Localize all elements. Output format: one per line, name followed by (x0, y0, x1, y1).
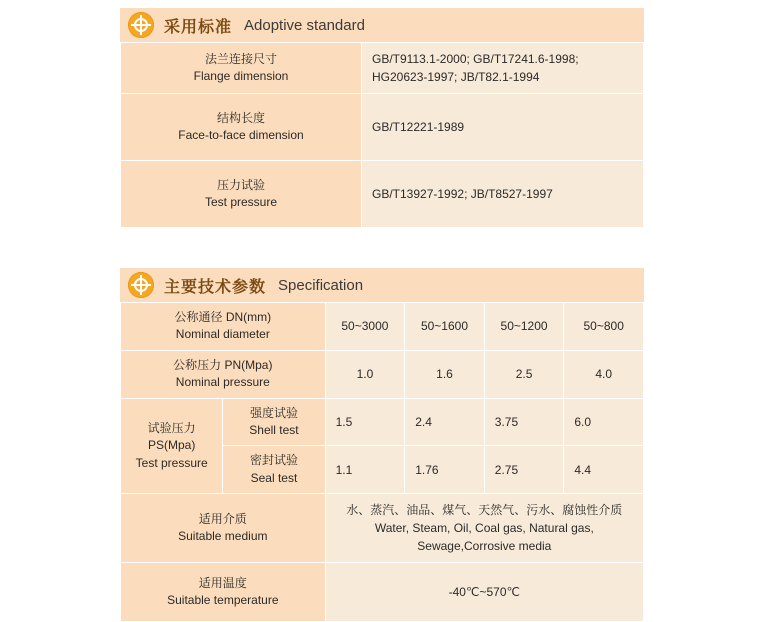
table-specification (120, 302, 644, 622)
label-cn: 试验压力 (147, 420, 196, 435)
target-crosshair-icon (128, 272, 154, 298)
value-line: Water, Steam, Oil, Coal gas, Natural gas, (374, 521, 594, 536)
cell-nominal-diameter: 50~3000 (325, 303, 405, 351)
label-en: Shell test (249, 422, 299, 437)
row-label-nominal-diameter (121, 303, 326, 351)
section-title-en: Specification (278, 276, 364, 294)
value-line: GB/T9113.1-2000; GB/T17241.6-1998; (372, 52, 579, 66)
table-row (121, 563, 644, 622)
section-adoptive-standard (120, 8, 644, 228)
table-row (121, 94, 644, 161)
cell-nominal-diameter: 50~1600 (405, 303, 485, 351)
cell-shell-test: 6.0 (564, 398, 644, 446)
row-value-suitable-temperature (325, 563, 643, 622)
value-line: Sewage,Corrosive media (417, 539, 552, 554)
row-label-face-to-face-dimension (121, 94, 362, 161)
label-cn: 公称通径 DN(mm) (174, 310, 272, 324)
table-row (121, 43, 644, 94)
label-en: Test pressure (204, 195, 278, 209)
table-row (121, 398, 644, 446)
value-line: HG20623-1997; JB/T82.1-1994 (372, 70, 540, 84)
table-row (121, 494, 644, 563)
cell-nominal-pressure: 1.0 (325, 350, 405, 398)
cell-seal-test: 2.75 (484, 446, 564, 494)
row-label-shell-test (223, 398, 325, 446)
label-cn: 压力试验 (216, 177, 265, 192)
label-cn: 适用介质 (198, 511, 247, 526)
label-cn: 法兰连接尺寸 (204, 51, 277, 66)
label-cn: 公称压力 PN(Mpa) (173, 357, 273, 372)
section-title-cn: 采用标准 (164, 18, 233, 36)
label-en: Nominal diameter (175, 327, 270, 342)
row-value-suitable-medium (325, 494, 643, 563)
row-label-test-pressure (121, 161, 362, 228)
cell-nominal-diameter: 50~1200 (484, 303, 564, 351)
value-line: 水、蒸汽、油品、煤气、天然气、污水、腐蚀性介质 (346, 503, 623, 518)
value-line: GB/T13927-1992; JB/T8527-1997 (372, 187, 553, 201)
section-header-adoptive-standard (120, 8, 644, 42)
table-adoptive-standard (120, 42, 644, 228)
label-en: Suitable temperature (167, 593, 279, 608)
cell-seal-test: 4.4 (564, 446, 644, 494)
cell-nominal-pressure: 2.5 (484, 350, 564, 398)
cell-seal-test: 1.1 (325, 446, 405, 494)
cell-nominal-pressure: 4.0 (564, 350, 644, 398)
label-cn: 结构长度 (216, 110, 265, 125)
label-en: Suitable medium (178, 529, 268, 544)
cell-nominal-diameter: 50~800 (564, 303, 644, 351)
target-crosshair-icon (128, 12, 154, 38)
label-unit: PS(Mpa) (147, 438, 196, 453)
section-header-specification (120, 268, 644, 302)
section-title-en: Adoptive standard (244, 16, 365, 34)
label-en: Face-to-face dimension (178, 128, 304, 142)
row-value-test-pressure (362, 161, 644, 228)
row-value-flange-dimension (362, 43, 644, 94)
cell-seal-test: 1.76 (405, 446, 485, 494)
label-en: Seal test (250, 470, 298, 485)
row-label-flange-dimension (121, 43, 362, 94)
row-label-suitable-medium (121, 494, 326, 563)
value-line: -40℃~570℃ (448, 585, 520, 600)
label-cn: 密封试验 (249, 453, 298, 468)
table-row (121, 350, 644, 398)
row-label-seal-test (223, 446, 325, 494)
table-row (121, 161, 644, 228)
label-en: Nominal pressure (175, 375, 270, 390)
section-title-cn: 主要技术参数 (164, 278, 267, 296)
row-value-face-to-face-dimension (362, 94, 644, 161)
cell-shell-test: 3.75 (484, 398, 564, 446)
label-cn: 适用温度 (198, 575, 247, 590)
label-en: Test pressure (135, 455, 208, 470)
section-specification (120, 268, 644, 622)
value-line: GB/T12221-1989 (372, 120, 465, 134)
cell-nominal-pressure: 1.6 (405, 350, 485, 398)
cell-shell-test: 1.5 (325, 398, 405, 446)
label-cn: 强度试验 (249, 405, 298, 420)
row-label-nominal-pressure (121, 350, 326, 398)
row-label-test-pressure (121, 398, 223, 494)
label-en: Flange dimension (193, 69, 289, 83)
row-label-suitable-temperature (121, 563, 326, 622)
table-row (121, 303, 644, 351)
cell-shell-test: 2.4 (405, 398, 485, 446)
